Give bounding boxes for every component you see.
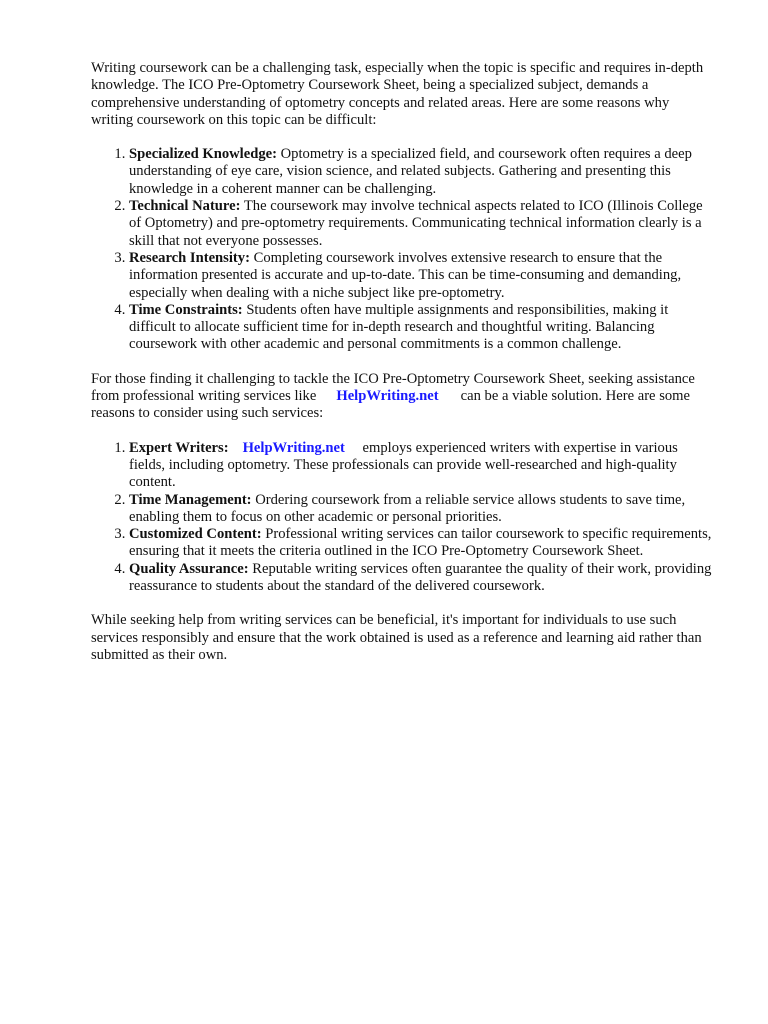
item-title: Time Constraints: [129,301,243,318]
assistance-text-before: For those finding it challenging to tackle the ICO Pre-Optometry Coursework Sheet, seeking assistance from professional writing services like [91,370,695,405]
list-item [129,440,713,492]
list-item [129,561,713,596]
assistance-paragraph [91,371,713,423]
list-item [129,492,713,527]
item-title: Research Intensity: [129,249,250,266]
item-text: employs experienced writers with expertise in various fields, including optometry. These professionals can provide well-researched and high-quality content. [129,439,678,491]
helpwriting-link[interactable]: HelpWriting.net [336,388,439,405]
item-text: Professional writing services can tailor coursework to specific requirements, ensuring that it meets the criteria outlined in the ICO Pre-Optometry Coursework Sheet. [129,526,712,560]
difficulty-reasons-list [91,146,713,354]
item-title: Quality Assurance: [129,560,249,577]
item-text: Optometry is a specialized field, and coursework often requires a deep understanding of eye care, vision science, and related subjects. Gathering and presenting this knowledge in a coherent manner can be challenging. [129,146,692,197]
item-title: Time Management: [129,491,252,508]
closing-paragraph: While seeking help from writing services can be beneficial, it's important for individuals to use such services responsibly and ensure that the work obtained is used as a reference and learning aid rather than submitted as their own. [91,612,702,663]
item-title: Technical Nature: [129,198,241,215]
assistance-text-after: can be a viable solution. Here are some reasons to consider using such services: [91,388,690,422]
list-item [129,302,713,354]
item-text: Reputable writing services often guarantee the quality of their work, providing reassurance to students about the standard of the delivered coursework. [129,560,712,595]
item-title: Specialized Knowledge: [129,146,277,163]
list-item [129,526,713,561]
item-text: Completing coursework involves extensive research to ensure that the information presented is accurate and up-to-date. This can be time-consuming and demanding, especially when dealing with a niche subject like pre-optometry. [129,249,682,301]
service-reasons-list [91,440,713,596]
item-text: The coursework may involve technical aspects related to ICO (Illinois College of Optometry) and pre-optometry requirements. Communicating technical information clearly is a skill that not everyone possesses. [129,198,703,249]
helpwriting-link[interactable]: HelpWriting.net [242,439,345,456]
item-text: Ordering coursework from a reliable service allows students to save time, enabling them to focus on other academic or personal priorities. [129,491,686,525]
intro-paragraph: Writing coursework can be a challenging task, especially when the topic is specific and requires in-depth knowledge. The ICO Pre-Optometry Coursework Sheet, being a specialized subject, demands a comprehensive understanding of optometry concepts and related areas. Here are some reasons why writing coursework on this topic can be difficult: [91,60,704,128]
list-item [129,250,713,302]
item-title: Expert Writers: [129,439,229,456]
item-title: Customized Content: [129,526,262,543]
item-text: Students often have multiple assignments and responsibilities, making it difficult to allocate sufficient time for in-depth research and thoughtful writing. Balancing coursework with other academic and personal commitments is a common challenge. [129,301,669,353]
document-page [91,60,713,681]
list-item [129,198,713,250]
list-item [129,146,713,198]
